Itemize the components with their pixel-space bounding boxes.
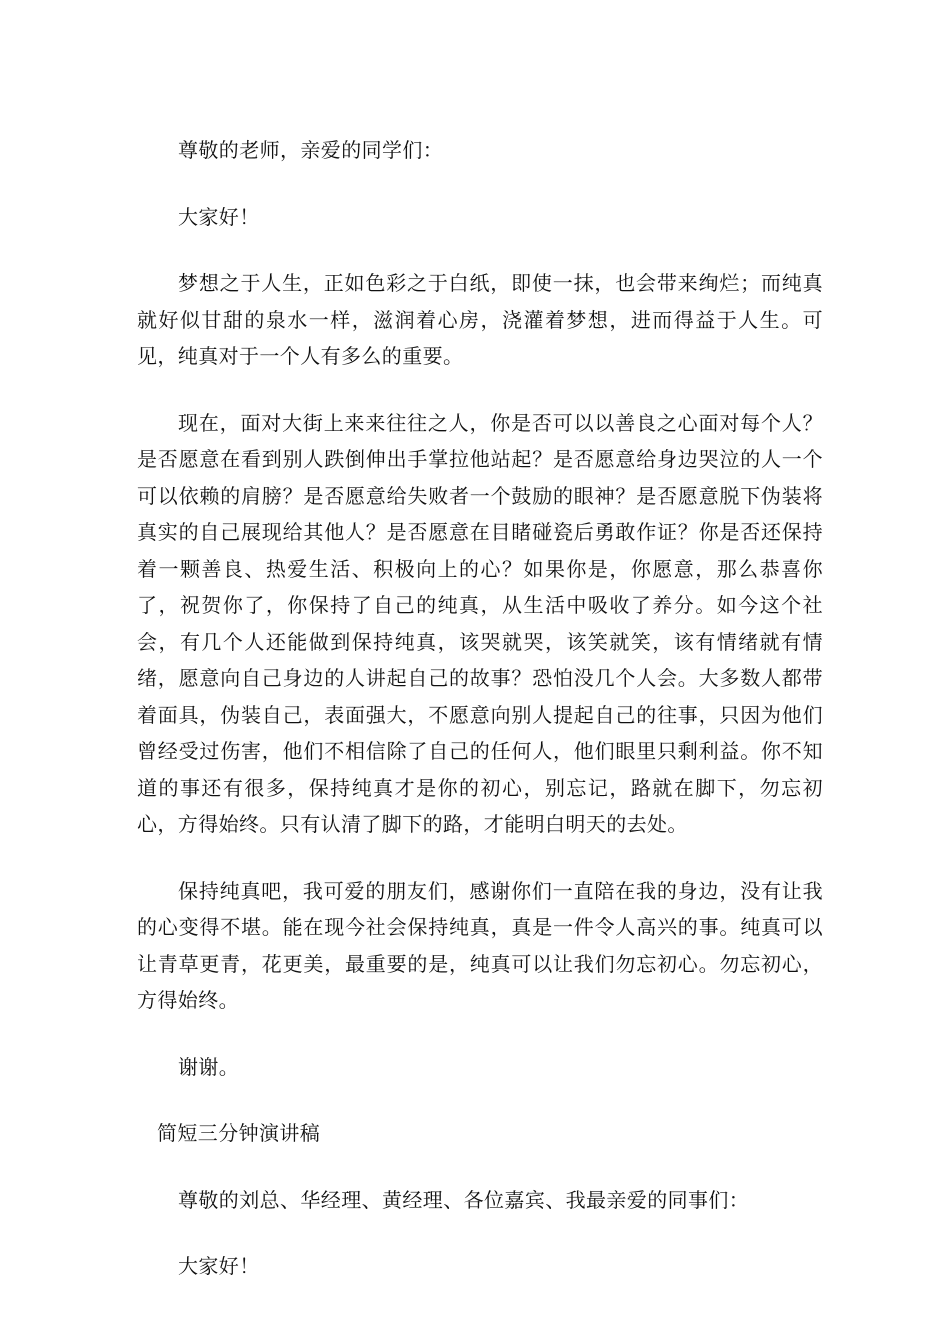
paragraph-keep-pure: 保持纯真吧，我可爱的朋友们，感谢你们一直陪在我的身边，没有让我的心变得不堪。能在现今社会保持纯真，真是一件令人高兴的事。纯真可以让青草更青，花更美，最重要的是，纯真可以让我们勿忘初心。勿忘初心，方得始终。 bbox=[137, 878, 823, 1012]
section-title: 简短三分钟演讲稿 bbox=[157, 1121, 321, 1145]
greeting-2: 大家好！ bbox=[178, 1254, 260, 1278]
paragraph-questions: 现在，面对大街上来来往往之人，你是否可以以善良之心面对每个人？是否愿意在看到别人跌倒伸出手掌拉他站起？是否愿意给身边哭泣的人一个可以依赖的肩膀？是否愿意给失败者一个鼓励的眼神？是否愿意脱下伪装将真实的自己展现给其他人？是否愿意在目睹碰瓷后勇敢作证？你是否还保持着一颗善良、热爱生活、积极向上的心？如果你是，你愿意，那么恭喜你了，祝贺你了，你保持了自己的纯真，从生活中吸收了养分。如今这个社会，有几个人还能做到保持纯真，该哭就哭，该笑就笑，该有情绪就有情绪，愿意向自己身边的人讲起自己的故事？恐怕没几个人会。大多数人都带着面具，伪装自己，表面强大，不愿意向别人提起自己的往事，只因为他们曾经受过伤害，他们不相信除了自己的任何人，他们眼里只剩利益。你不知道的事还有很多，保持纯真才是你的初心，别忘记，路就在脚下，勿忘初心，方得始终。只有认清了脚下的路，才能明白明天的去处。 bbox=[137, 410, 823, 836]
salutation-2: 尊敬的刘总、华经理、黄经理、各位嘉宾、我最亲爱的同事们： bbox=[178, 1187, 750, 1212]
greeting: 大家好！ bbox=[178, 204, 260, 229]
salutation: 尊敬的老师，亲爱的同学们： bbox=[178, 138, 444, 162]
document-body bbox=[137, 132, 823, 1315]
paragraph-dream: 梦想之于人生，正如色彩之于白纸，即使一抹，也会带来绚烂；而纯真就好似甘甜的泉水一样，滋润着心房，浇灌着梦想，进而得益于人生。可见，纯真对于一个人有多么的重要。 bbox=[137, 271, 823, 368]
closing-thanks: 谢谢。 bbox=[178, 1054, 240, 1079]
